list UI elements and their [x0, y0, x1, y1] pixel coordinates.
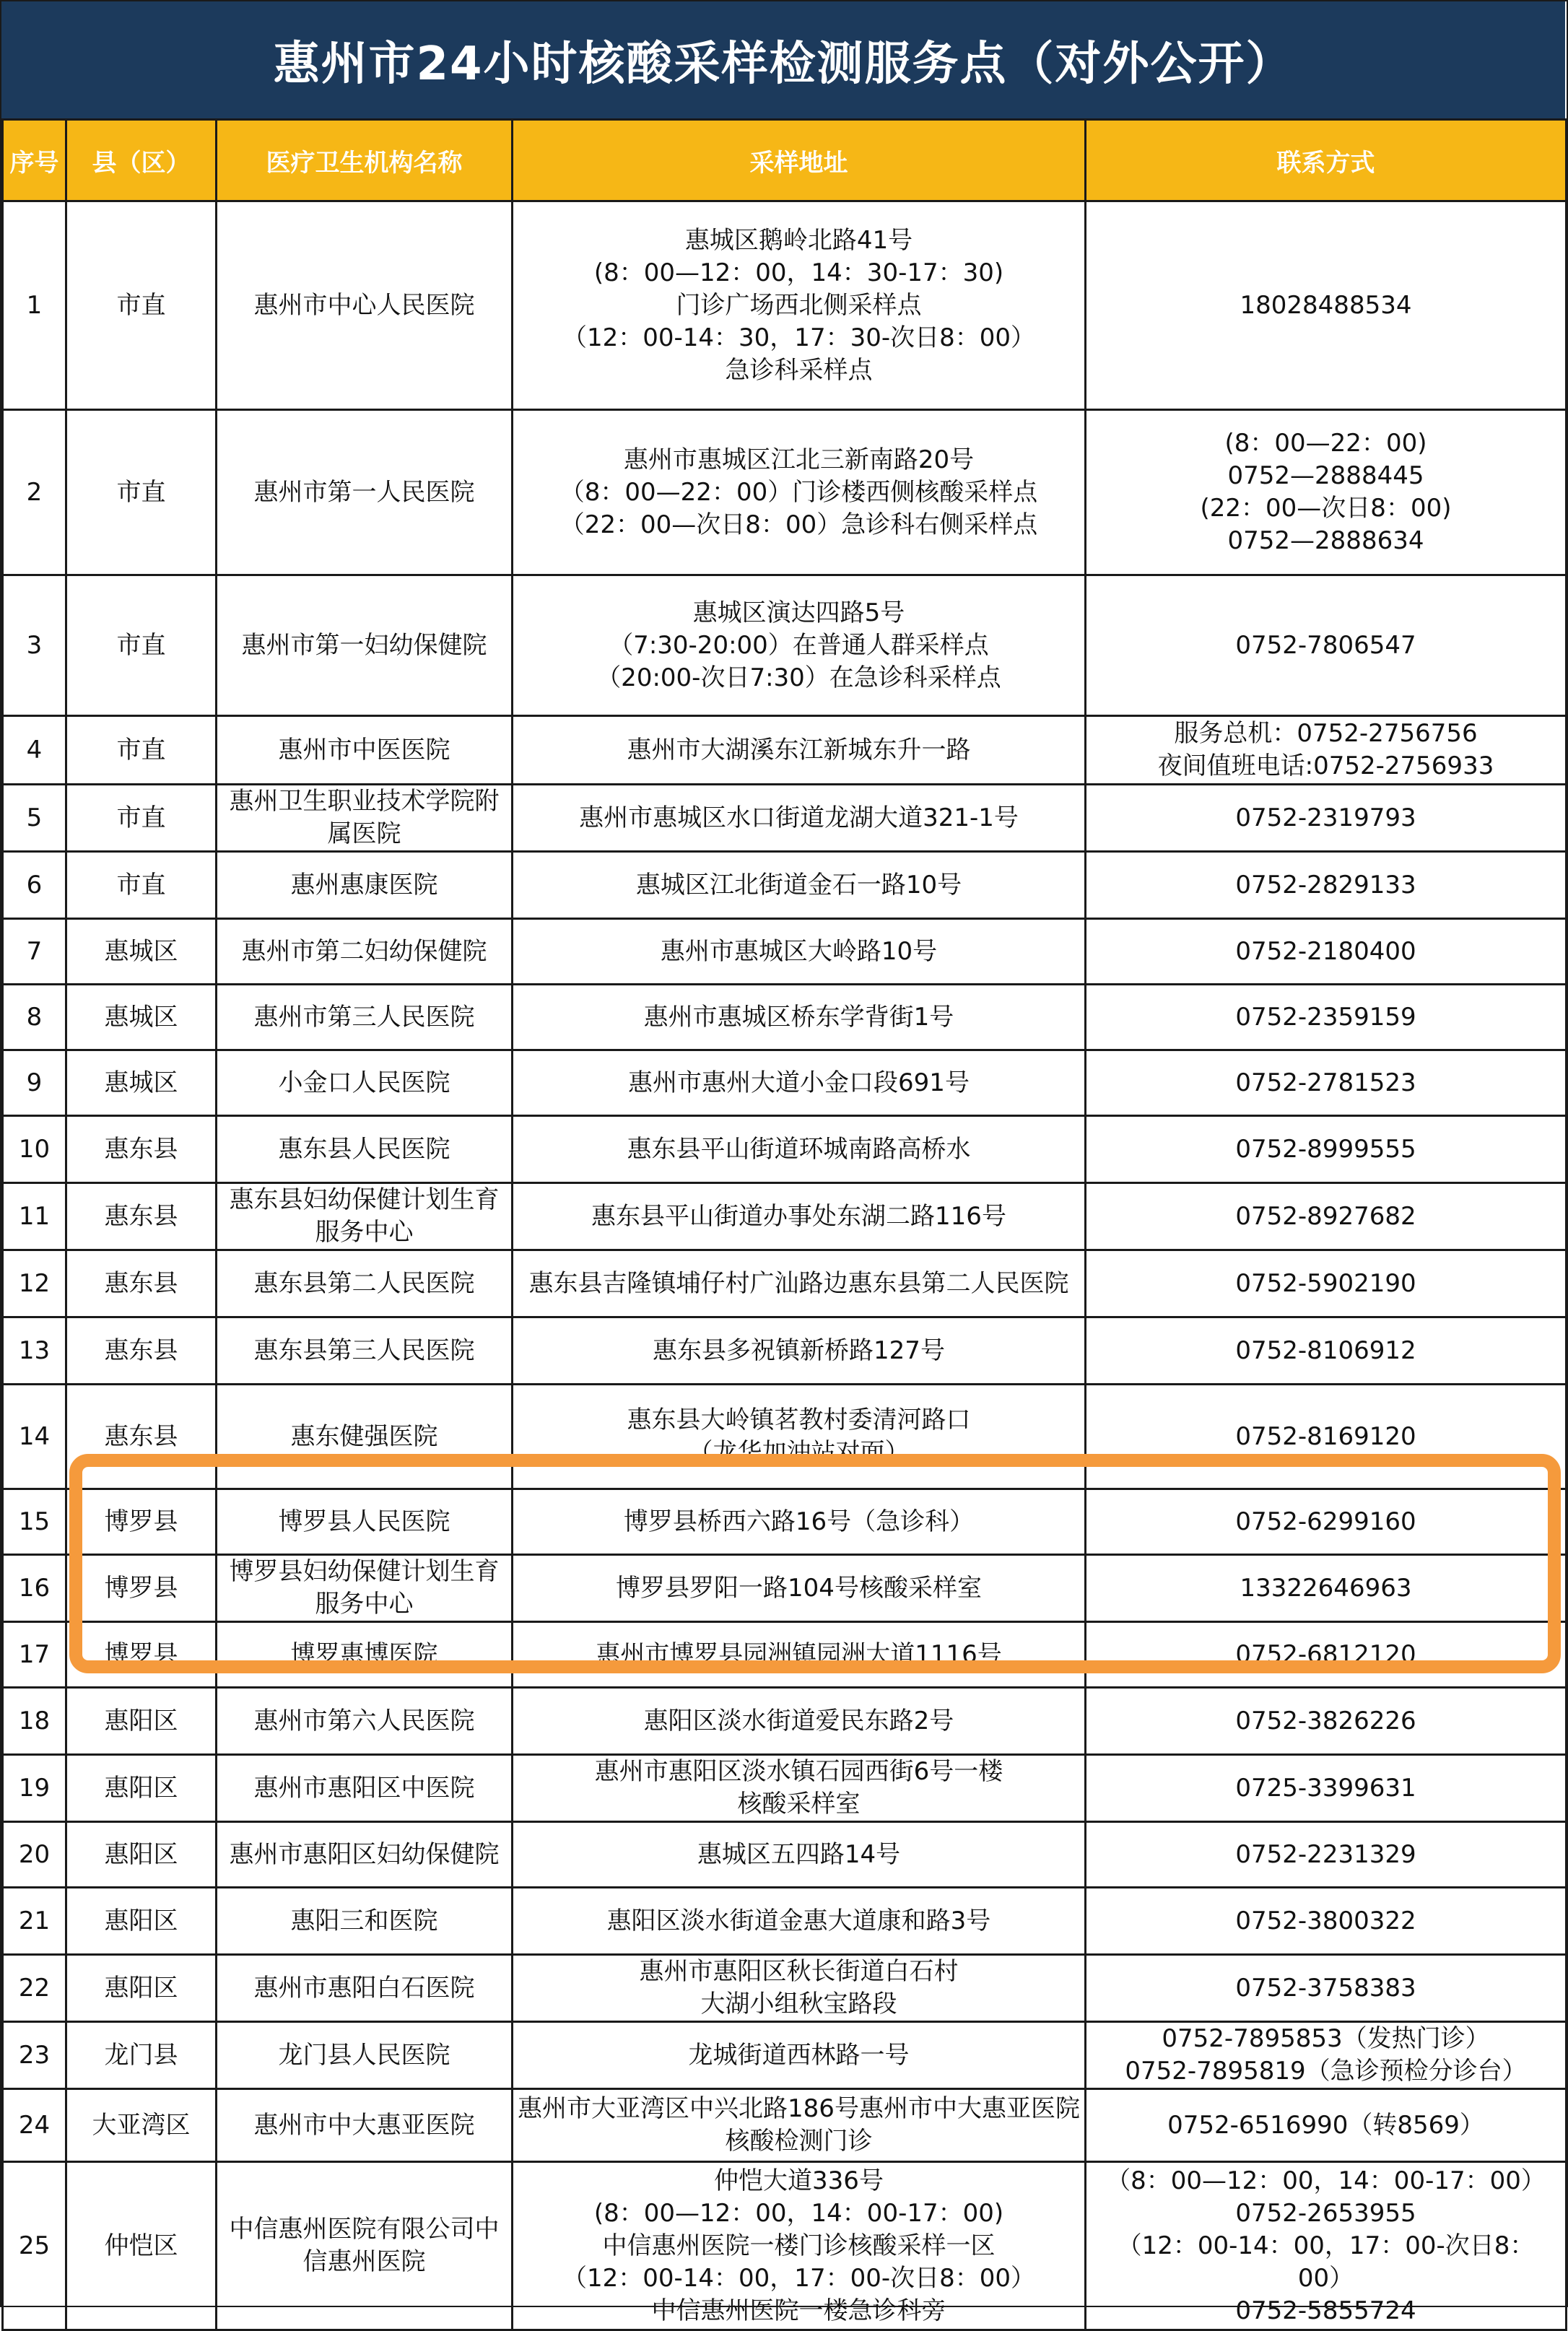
row-county-cell — [66, 1050, 217, 1116]
row-address-cell — [513, 1755, 1086, 1822]
row-institution: 惠州市第一妇幼保健院 — [241, 630, 487, 660]
row-county-cell — [66, 1822, 217, 1888]
row-institution: 惠州卫生职业技术学院附属医院 — [229, 787, 500, 848]
table-row — [3, 201, 1567, 410]
row-institution: 惠东县第三人民医院 — [253, 1336, 475, 1365]
row-contact: 0752-8999555 — [1235, 1134, 1416, 1164]
row-address: 博罗县桥西六路16号（急诊科） — [623, 1507, 975, 1536]
table-row — [3, 1317, 1567, 1385]
row-contact-cell — [1086, 785, 1567, 852]
row-contact: (8：00—22：00) 0752—2888445 (22：00—次日8：00) 0752—2888634 — [1200, 429, 1452, 555]
row-county-cell — [66, 1250, 217, 1317]
row-institution: 中信惠州医院有限公司中信惠州医院 — [229, 2215, 500, 2276]
row-county: 市直 — [116, 870, 166, 899]
row-county-cell — [66, 716, 217, 785]
row-institution: 惠州市惠阳区妇幼保健院 — [229, 1839, 500, 1869]
row-address: 惠城区江北街道金石一路10号 — [635, 870, 962, 899]
row-institution-cell — [217, 1489, 513, 1555]
row-address-cell — [513, 201, 1086, 410]
table-header-row — [3, 120, 1567, 201]
row-no-cell — [3, 1489, 66, 1555]
table-row — [3, 1755, 1567, 1822]
row-contact: 0752-2829133 — [1235, 870, 1416, 899]
table-row — [3, 1622, 1567, 1688]
row-no: 22 — [18, 1973, 51, 2003]
row-contact-cell — [1086, 1755, 1567, 1822]
row-address-cell — [513, 2089, 1086, 2162]
row-contact-cell — [1086, 1622, 1567, 1688]
row-no-cell — [3, 985, 66, 1050]
row-contact-cell — [1086, 1050, 1567, 1116]
row-county-cell — [66, 919, 217, 985]
row-institution-cell — [217, 919, 513, 985]
row-address-cell — [513, 1688, 1086, 1755]
row-institution: 惠州惠康医院 — [290, 870, 438, 899]
row-no-cell — [3, 1755, 66, 1822]
row-address: 惠州市惠城区水口街道龙湖大道321-1号 — [579, 803, 1019, 832]
row-contact: 0752-5902190 — [1235, 1268, 1416, 1298]
row-institution: 惠东县第二人民医院 — [253, 1268, 475, 1298]
row-institution-cell — [217, 1250, 513, 1317]
row-no-cell — [3, 1250, 66, 1317]
row-no-cell — [3, 1050, 66, 1116]
table-row — [3, 1822, 1567, 1888]
row-contact-cell — [1086, 1955, 1567, 2022]
row-county: 惠东县 — [104, 1134, 178, 1164]
row-address: 惠阳区淡水街道爱民东路2号 — [643, 1706, 954, 1735]
row-contact: 0752-2319793 — [1235, 803, 1416, 832]
row-institution: 惠州市中医医院 — [278, 735, 450, 764]
row-no: 8 — [26, 1002, 43, 1032]
row-county: 仲恺区 — [104, 2231, 178, 2260]
row-no: 2 — [26, 477, 43, 507]
table-row — [3, 1555, 1567, 1622]
row-contact-cell — [1086, 410, 1567, 575]
header-institution: 医疗卫生机构名称 — [217, 120, 513, 201]
row-address: 博罗县罗阳一路104号核酸采样室 — [616, 1573, 982, 1603]
row-institution-cell — [217, 716, 513, 785]
row-no-cell — [3, 201, 66, 410]
row-address-cell — [513, 985, 1086, 1050]
row-county-cell — [66, 1385, 217, 1489]
row-address: 惠东县平山街道环城南路高桥水 — [627, 1134, 971, 1164]
row-institution-cell — [217, 1888, 513, 1955]
table-row — [3, 2089, 1567, 2162]
row-no: 21 — [18, 1906, 51, 1935]
row-county: 惠阳区 — [104, 1839, 178, 1869]
row-contact: 18028488534 — [1240, 290, 1412, 320]
row-institution-cell — [217, 1955, 513, 2022]
table-row — [3, 575, 1567, 716]
row-address: 惠东县平山街道办事处东湖二路116号 — [591, 1201, 1006, 1231]
row-no: 1 — [26, 290, 43, 320]
row-contact: 0752-2231329 — [1235, 1839, 1416, 1869]
row-contact: 服务总机：0752-2756756 夜间值班电话:0752-2756933 — [1157, 719, 1494, 780]
table-row — [3, 919, 1567, 985]
row-address: 惠州市惠城区桥东学背街1号 — [643, 1002, 954, 1032]
row-contact: 0752-6812120 — [1235, 1639, 1416, 1669]
row-county: 惠东县 — [104, 1268, 178, 1298]
row-contact: 0752-6516990（转8569） — [1167, 2110, 1484, 2140]
row-county-cell — [66, 1688, 217, 1755]
row-institution-cell — [217, 2162, 513, 2330]
row-contact-cell — [1086, 1888, 1567, 1955]
row-no: 9 — [26, 1068, 43, 1097]
row-county: 龙门县 — [104, 2040, 178, 2070]
row-no-cell — [3, 1183, 66, 1250]
table-row — [3, 1250, 1567, 1317]
row-institution-cell — [217, 2089, 513, 2162]
row-contact-cell — [1086, 2022, 1567, 2089]
row-institution-cell — [217, 1317, 513, 1385]
row-no-cell — [3, 1888, 66, 1955]
row-institution: 惠州市中心人民医院 — [253, 290, 475, 320]
row-county: 惠城区 — [104, 1002, 178, 1032]
row-contact-cell — [1086, 1688, 1567, 1755]
row-no: 19 — [18, 1773, 51, 1803]
row-county: 惠城区 — [104, 936, 178, 966]
row-county-cell — [66, 852, 217, 919]
row-institution-cell — [217, 575, 513, 716]
row-county-cell — [66, 2089, 217, 2162]
row-institution: 惠州市第二妇幼保健院 — [241, 936, 487, 966]
row-address-cell — [513, 1116, 1086, 1183]
row-address-cell — [513, 2022, 1086, 2089]
row-address: 惠州市惠阳区淡水镇石园西街6号一楼 核酸采样室 — [594, 1757, 1003, 1818]
row-no: 15 — [18, 1507, 51, 1536]
row-institution-cell — [217, 852, 513, 919]
row-county-cell — [66, 1555, 217, 1622]
row-institution-cell — [217, 1183, 513, 1250]
row-contact: 0752-8106912 — [1235, 1336, 1416, 1365]
row-address-cell — [513, 1955, 1086, 2022]
row-county: 惠阳区 — [104, 1973, 178, 2003]
table-row — [3, 1183, 1567, 1250]
row-contact-cell — [1086, 716, 1567, 785]
row-contact-cell — [1086, 1822, 1567, 1888]
row-county-cell — [66, 575, 217, 716]
row-county-cell — [66, 1888, 217, 1955]
row-no-cell — [3, 575, 66, 716]
table-row — [3, 985, 1567, 1050]
row-address: 惠城区演达四路5号 （7:30-20:00）在普通人群采样点 （20:00-次日7:30）在急诊科采样点 — [596, 598, 1001, 692]
row-institution-cell — [217, 1050, 513, 1116]
table-row — [3, 1688, 1567, 1755]
row-no-cell — [3, 716, 66, 785]
row-institution-cell — [217, 1688, 513, 1755]
row-contact: 0752-6299160 — [1235, 1507, 1416, 1536]
row-address-cell — [513, 1888, 1086, 1955]
row-county: 惠东县 — [104, 1421, 178, 1451]
row-no: 11 — [18, 1201, 51, 1231]
row-address: 惠城区鹅岭北路41号 (8：00—12：00，14：30-17：30) 门诊广场西北侧采样点 （12：00-14：30，17：30-次日8：00） 急诊科采样点 — [562, 225, 1035, 385]
row-no-cell — [3, 410, 66, 575]
header-county: 县（区） — [66, 120, 217, 201]
sampling-sites-table — [1, 118, 1567, 2331]
row-address-cell — [513, 716, 1086, 785]
row-no: 18 — [18, 1706, 51, 1735]
row-contact: 0752-2781523 — [1235, 1068, 1416, 1097]
row-contact-cell — [1086, 1385, 1567, 1489]
table-row — [3, 1955, 1567, 2022]
row-contact-cell — [1086, 1183, 1567, 1250]
row-institution: 惠阳三和医院 — [290, 1906, 438, 1935]
row-county: 惠阳区 — [104, 1773, 178, 1803]
row-contact: （8：00—12：00，14：00-17：00） 0752-2653955 （12：00-14：00，17：00-次日8：00） 0752-5855724 — [1106, 2166, 1546, 2325]
row-no: 4 — [26, 735, 43, 764]
row-address-cell — [513, 919, 1086, 985]
row-institution-cell — [217, 785, 513, 852]
row-institution-cell — [217, 1555, 513, 1622]
row-no: 5 — [26, 803, 43, 832]
row-no-cell — [3, 1385, 66, 1489]
row-address: 龙城街道西林路一号 — [688, 2040, 910, 2070]
row-no: 16 — [18, 1573, 51, 1603]
row-address-cell — [513, 1489, 1086, 1555]
row-address-cell — [513, 852, 1086, 919]
row-county-cell — [66, 201, 217, 410]
row-address-cell — [513, 1317, 1086, 1385]
row-contact-cell — [1086, 1489, 1567, 1555]
row-institution: 惠州市惠阳区中医院 — [253, 1773, 475, 1803]
row-county-cell — [66, 1755, 217, 1822]
row-contact: 0752-3758383 — [1235, 1973, 1416, 2003]
row-institution-cell — [217, 1822, 513, 1888]
row-county: 市直 — [116, 630, 166, 660]
row-address-cell — [513, 785, 1086, 852]
row-county-cell — [66, 985, 217, 1050]
row-county-cell — [66, 1183, 217, 1250]
row-address: 惠东县大岭镇茗教村委清河路口 （龙华加油站对面） — [627, 1406, 971, 1467]
row-county: 惠东县 — [104, 1336, 178, 1365]
row-county-cell — [66, 410, 217, 575]
row-address-cell — [513, 410, 1086, 575]
row-county: 博罗县 — [104, 1639, 178, 1669]
row-contact: 0752-3800322 — [1235, 1906, 1416, 1935]
row-no-cell — [3, 1955, 66, 2022]
row-no-cell — [3, 852, 66, 919]
table-row — [3, 716, 1567, 785]
row-contact: 0752-8927682 — [1235, 1201, 1416, 1231]
row-no: 6 — [26, 870, 43, 899]
row-address: 惠州市惠阳区秋长街道白石村 大湖小组秋宝路段 — [639, 1957, 959, 2018]
row-address: 惠州市惠城区大岭路10号 — [660, 936, 938, 966]
row-institution-cell — [217, 201, 513, 410]
row-contact-cell — [1086, 201, 1567, 410]
row-address: 惠东县吉隆镇埔仔村广汕路边惠东县第二人民医院 — [528, 1268, 1069, 1298]
row-contact: 0752-7806547 — [1235, 630, 1416, 660]
table-row — [3, 852, 1567, 919]
row-contact-cell — [1086, 1250, 1567, 1317]
row-no: 25 — [18, 2231, 51, 2260]
header-address: 采样地址 — [513, 120, 1086, 201]
row-county: 市直 — [116, 290, 166, 320]
row-county: 市直 — [116, 735, 166, 764]
row-county-cell — [66, 2162, 217, 2330]
row-no: 20 — [18, 1839, 51, 1869]
row-institution: 惠东县人民医院 — [278, 1134, 450, 1164]
row-institution: 博罗县人民医院 — [278, 1507, 450, 1536]
row-institution-cell — [217, 410, 513, 575]
row-contact-cell — [1086, 1555, 1567, 1622]
row-institution: 惠州市中大惠亚医院 — [253, 2110, 475, 2140]
row-institution: 惠州市第六人民医院 — [253, 1706, 475, 1735]
row-county-cell — [66, 1622, 217, 1688]
row-address-cell — [513, 2162, 1086, 2330]
row-address-cell — [513, 1622, 1086, 1688]
row-county-cell — [66, 1489, 217, 1555]
row-county-cell — [66, 2022, 217, 2089]
row-county: 市直 — [116, 477, 166, 507]
row-no-cell — [3, 1317, 66, 1385]
row-address: 惠东县多祝镇新桥路127号 — [653, 1336, 945, 1365]
row-county: 惠东县 — [104, 1201, 178, 1231]
row-contact: 13322646963 — [1240, 1573, 1412, 1603]
table-row — [3, 785, 1567, 852]
table-row — [3, 1385, 1567, 1489]
row-no-cell — [3, 785, 66, 852]
row-contact: 0752-8169120 — [1235, 1421, 1416, 1451]
row-no: 24 — [18, 2110, 51, 2140]
row-contact: 0752-2359159 — [1235, 1002, 1416, 1032]
table-row — [3, 2022, 1567, 2089]
row-institution: 博罗惠博医院 — [290, 1639, 438, 1669]
row-address: 仲恺大道336号 (8：00—12：00，14：00-17：00) 中信惠州医院一楼门诊核酸采样一区 （12：00-14：00，17：00-次日8：00） 中信惠州医院一楼急诊科旁 — [562, 2166, 1035, 2325]
table-row — [3, 1489, 1567, 1555]
row-county: 博罗县 — [104, 1507, 178, 1536]
table-row — [3, 1116, 1567, 1183]
row-institution-cell — [217, 985, 513, 1050]
row-address-cell — [513, 1555, 1086, 1622]
row-contact: 0752-7895853（发热门诊） 0752-7895819（急诊预检分诊台） — [1125, 2024, 1527, 2086]
row-contact: 0725-3399631 — [1235, 1773, 1416, 1803]
row-no-cell — [3, 2162, 66, 2330]
table-row — [3, 1888, 1567, 1955]
row-county: 博罗县 — [104, 1573, 178, 1603]
row-county: 市直 — [116, 803, 166, 832]
row-institution-cell — [217, 1116, 513, 1183]
row-county: 惠阳区 — [104, 1706, 178, 1735]
header-contact: 联系方式 — [1086, 120, 1567, 201]
row-no: 12 — [18, 1268, 51, 1298]
row-institution-cell — [217, 1755, 513, 1822]
row-contact-cell — [1086, 575, 1567, 716]
row-address-cell — [513, 575, 1086, 716]
row-institution: 龙门县人民医院 — [278, 2040, 450, 2070]
row-no: 17 — [18, 1639, 51, 1669]
row-contact: 0752-2180400 — [1235, 936, 1416, 966]
table-row — [3, 2162, 1567, 2330]
row-no: 13 — [18, 1336, 51, 1365]
row-no: 10 — [18, 1134, 51, 1164]
row-address-cell — [513, 1183, 1086, 1250]
row-contact: 0752-3826226 — [1235, 1706, 1416, 1735]
row-institution-cell — [217, 1622, 513, 1688]
row-contact-cell — [1086, 1317, 1567, 1385]
row-no-cell — [3, 1622, 66, 1688]
row-address: 惠州市惠城区江北三新南路20号 （8：00—22：00）门诊楼西侧核酸采样点 （22：00—次日8：00）急诊科右侧采样点 — [559, 445, 1038, 539]
row-institution: 小金口人民医院 — [278, 1068, 450, 1097]
row-institution: 博罗县妇幼保健计划生育服务中心 — [229, 1557, 500, 1618]
row-no-cell — [3, 2089, 66, 2162]
row-county-cell — [66, 1955, 217, 2022]
row-address: 惠州市博罗县园洲镇园洲大道1116号 — [596, 1639, 1002, 1669]
row-contact-cell — [1086, 919, 1567, 985]
row-institution: 惠州市惠阳白石医院 — [253, 1973, 475, 2003]
row-address: 惠州市惠州大道小金口段691号 — [628, 1068, 970, 1097]
row-county-cell — [66, 785, 217, 852]
row-county: 大亚湾区 — [92, 2110, 191, 2140]
row-no-cell — [3, 1822, 66, 1888]
row-no-cell — [3, 1688, 66, 1755]
header-no: 序号 — [3, 120, 66, 201]
page-title: 惠州市24小时核酸采样检测服务点（对外公开） — [1, 1, 1565, 118]
row-contact-cell — [1086, 985, 1567, 1050]
row-no-cell — [3, 2022, 66, 2089]
row-address: 惠阳区淡水街道金惠大道康和路3号 — [606, 1906, 991, 1935]
row-address: 惠城区五四路14号 — [697, 1839, 901, 1869]
row-contact-cell — [1086, 852, 1567, 919]
row-county: 惠阳区 — [104, 1906, 178, 1935]
row-address-cell — [513, 1822, 1086, 1888]
row-no-cell — [3, 919, 66, 985]
row-address: 惠州市大湖溪东江新城东升一路 — [627, 735, 971, 764]
table-row — [3, 410, 1567, 575]
row-no: 23 — [18, 2040, 51, 2070]
row-address-cell — [513, 1250, 1086, 1317]
row-institution-cell — [217, 2022, 513, 2089]
row-contact-cell — [1086, 2162, 1567, 2330]
row-institution: 惠州市第一人民医院 — [253, 477, 475, 507]
row-no: 7 — [26, 936, 43, 966]
row-no: 14 — [18, 1421, 51, 1451]
row-institution: 惠州市第三人民医院 — [253, 1002, 475, 1032]
row-address-cell — [513, 1050, 1086, 1116]
table-row — [3, 1050, 1567, 1116]
row-contact-cell — [1086, 2089, 1567, 2162]
row-no: 3 — [26, 630, 43, 660]
row-county: 惠城区 — [104, 1068, 178, 1097]
row-address: 惠州市大亚湾区中兴北路186号惠州市中大惠亚医院核酸检测门诊 — [518, 2094, 1080, 2156]
row-no-cell — [3, 1116, 66, 1183]
row-county-cell — [66, 1116, 217, 1183]
row-institution: 惠东县妇幼保健计划生育服务中心 — [229, 1185, 500, 1247]
row-contact-cell — [1086, 1116, 1567, 1183]
row-address-cell — [513, 1385, 1086, 1489]
row-institution-cell — [217, 1385, 513, 1489]
row-county-cell — [66, 1317, 217, 1385]
row-no-cell — [3, 1555, 66, 1622]
row-institution: 惠东健强医院 — [290, 1421, 438, 1451]
